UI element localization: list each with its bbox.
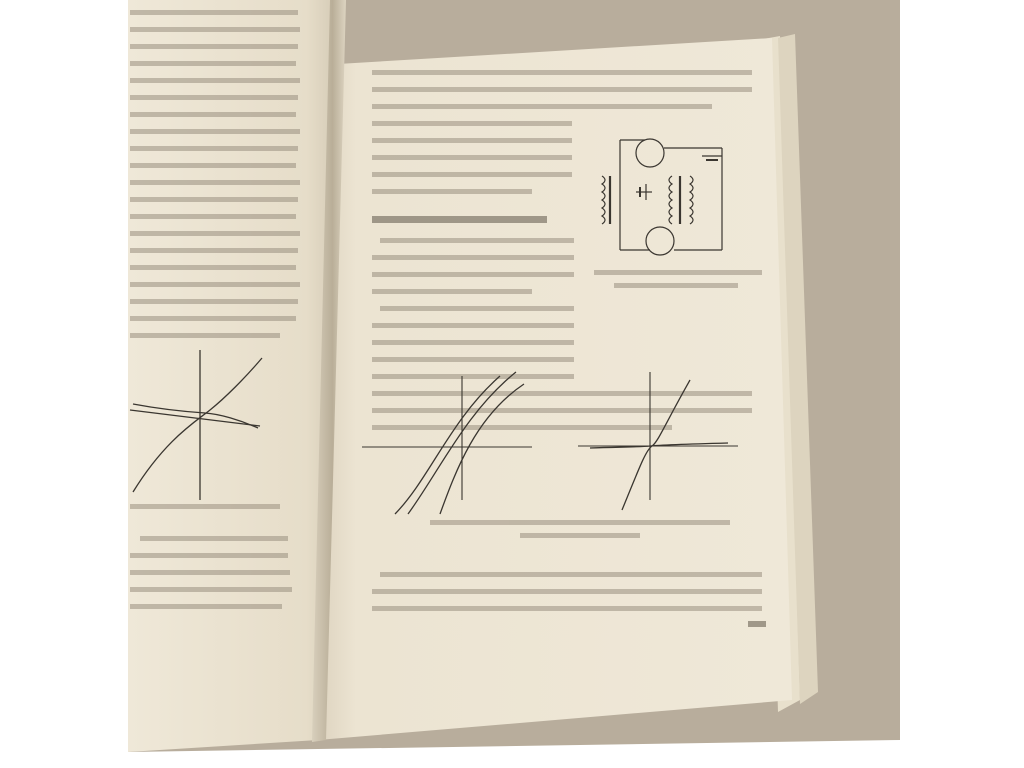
left-caption-line — [130, 504, 280, 509]
right-heading-line — [372, 216, 547, 223]
page-number-mark — [748, 621, 766, 627]
right-page — [318, 38, 792, 740]
